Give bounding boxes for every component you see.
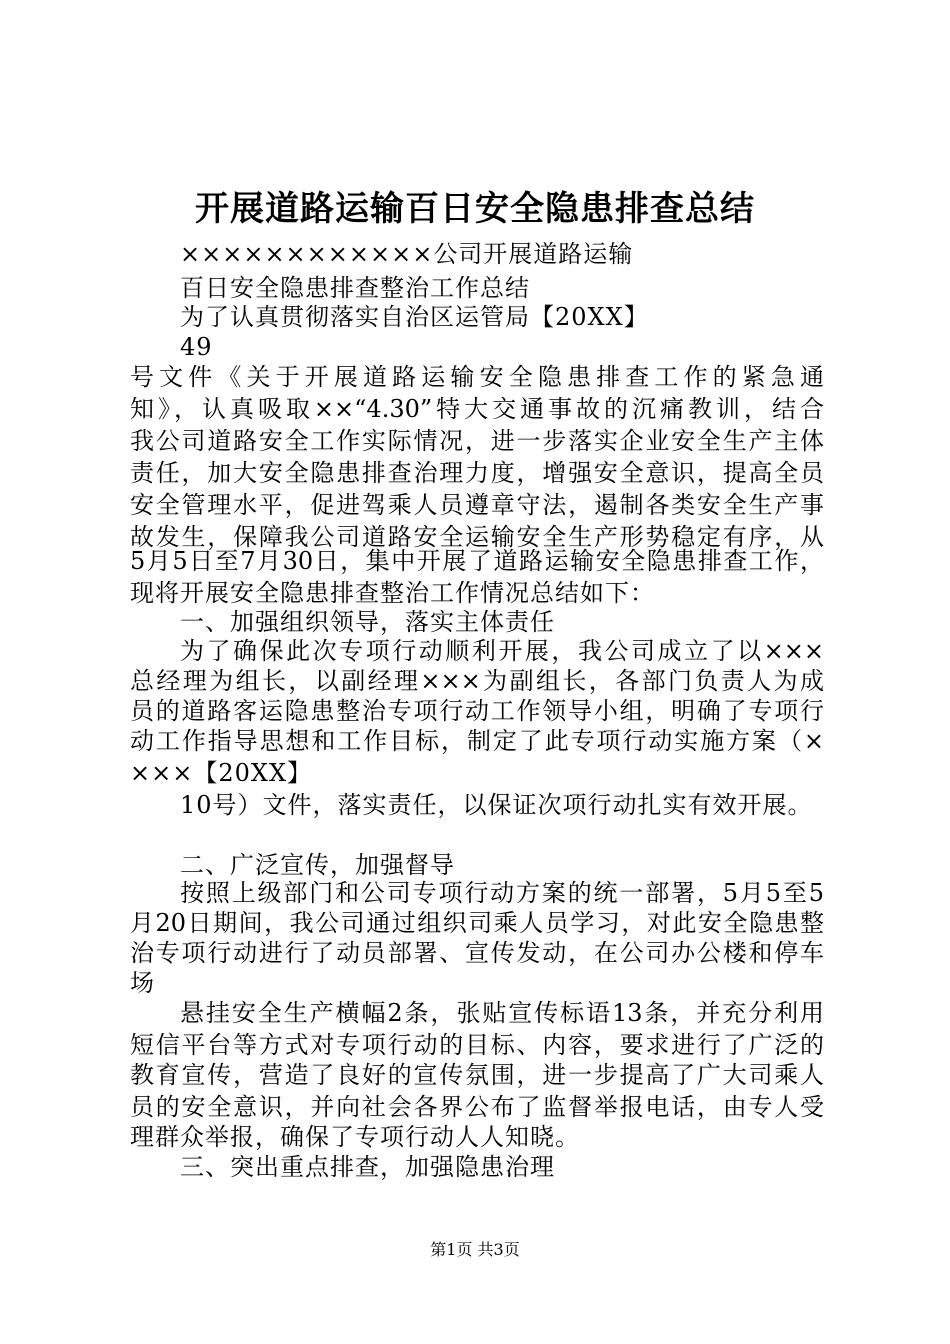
- text-line: 我公司道路安全工作实际情况，进一步落实企业安全生产主体: [130, 427, 824, 455]
- text-line: 员的道路客运隐患整治专项行动工作领导小组，明确了专项行: [130, 697, 824, 725]
- text-line: 总经理为组长，以副经理×××为副组长，各部门负责人为成: [130, 667, 824, 695]
- section-heading-1: 一、加强组织领导，落实主体责任: [180, 608, 555, 636]
- page-number-footer: 第1页 共3页: [430, 1240, 520, 1259]
- text-line: 月20日期间，我公司通过组织司乘人员学习，对此安全隐患整: [130, 909, 824, 937]
- text-line: 责任，加大安全隐患排查治理力度，增强安全意识，提高全员: [130, 459, 824, 487]
- text-line: 治专项行动进行了动员部署、宣传发动，在公司办公楼和停车: [130, 939, 824, 967]
- text-line: 49: [180, 333, 213, 361]
- text-line: 教育宣传，营造了良好的宣传氛围，进一步提高了广大司乘人: [130, 1061, 824, 1089]
- text-line: 悬挂安全生产横幅2条，张贴宣传标语13条，并充分利用: [180, 999, 824, 1027]
- text-line: 场: [130, 969, 155, 997]
- text-line: ×××【20XX】: [130, 759, 313, 787]
- subtitle-line-1: ××××××××××××公司开展道路运输: [180, 240, 634, 268]
- text-line: 现将开展安全隐患排查整治工作情况总结如下：: [130, 579, 655, 607]
- text-line: 动工作指导思想和工作目标，制定了此专项行动实施方案（×: [130, 727, 824, 755]
- text-line: 故发生，保障我公司道路安全运输安全生产形势稳定有序，从: [130, 523, 824, 551]
- text-line: 安全管理水平，促进驾乘人员遵章守法，遏制各类安全生产事: [130, 491, 824, 519]
- section-heading-2: 二、广泛宣传，加强督导: [180, 851, 455, 879]
- text-line: 5月5日至7月30日，集中开展了道路运输安全隐患排查工作，: [130, 547, 824, 575]
- text-line: 知》，认真吸取××“4.30”特大交通事故的沉痛教训，结合: [130, 395, 824, 423]
- text-line: 号文件《关于开展道路运输安全隐患排查工作的紧急通: [130, 363, 824, 391]
- section-heading-3: 三、突出重点排查，加强隐患治理: [180, 1153, 555, 1181]
- subtitle-line-2: 百日安全隐患排查整治工作总结: [180, 274, 530, 302]
- text-line: 短信平台等方式对专项行动的目标、内容，要求进行了广泛的: [130, 1031, 824, 1059]
- text-line: 员的安全意识，并向社会各界公布了监督举报电话，由专人受: [130, 1093, 824, 1121]
- text-line: 10号）文件，落实责任，以保证次项行动扎实有效开展。: [180, 791, 813, 819]
- text-line: 按照上级部门和公司专项行动方案的统一部署，5月5至5: [180, 879, 824, 907]
- text-line: 为了认真贯彻落实自治区运管局【20XX】: [180, 303, 649, 331]
- text-line: 为了确保此次专项行动顺利开展，我公司成立了以×××: [180, 637, 824, 665]
- document-title: 开展道路运输百日安全隐患排查总结: [195, 189, 755, 229]
- text-line: 理群众举报，确保了专项行动人人知晓。: [130, 1123, 580, 1151]
